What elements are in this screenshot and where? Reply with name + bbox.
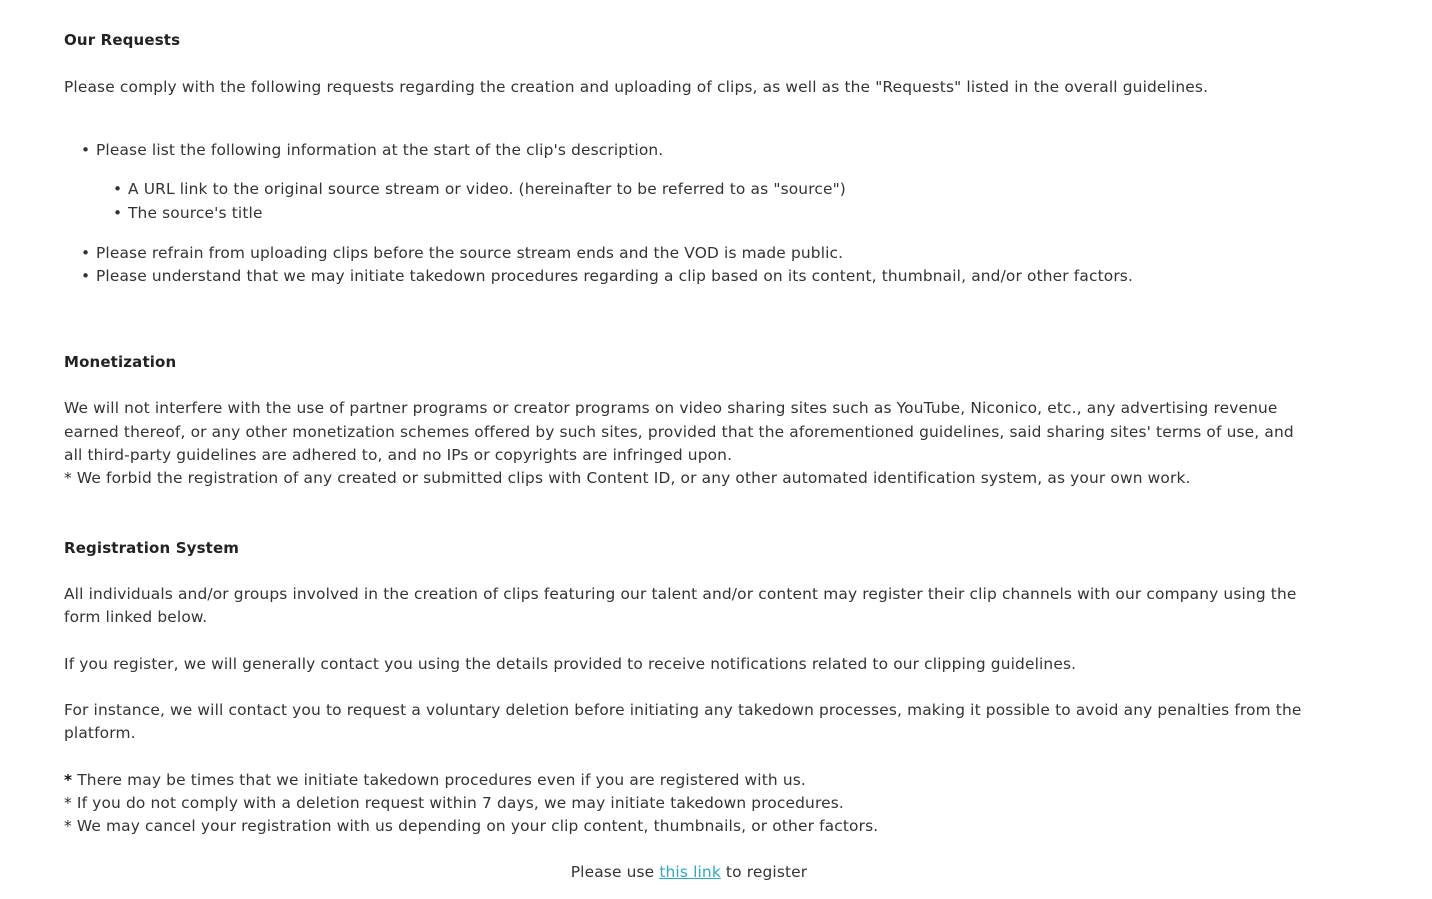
registration-text-line: form linked below.	[64, 608, 208, 626]
register-cta	[64, 861, 1314, 884]
monetization-text-line: all third-party guidelines are adhered to, and no IPs or copyrights are infringed upon.	[64, 446, 733, 464]
registration-note	[64, 769, 806, 792]
registration-text-line: For instance, we will contact you to request a voluntary deletion before initiating any takedown processes, making it possible to avoid any penalties from the	[64, 701, 1302, 719]
list-item: • Please understand that we may initiate takedown procedures regarding a clip based on its content, thumbnail, and/or other factors.	[96, 265, 1133, 288]
list-item: • Please list the following information at the start of the clip's description.	[96, 139, 663, 162]
registration-note: * If you do not comply with a deletion request within 7 days, we may initiate takedown procedures.	[64, 794, 844, 812]
section-heading-monetization: Monetization	[64, 353, 177, 371]
registration-text-line: All individuals and/or groups involved in the creation of clips featuring our talent and/or content may register their clip channels with our company using the	[64, 585, 1297, 603]
registration-note: * We may cancel your registration with us depending on your clip content, thumbnails, or other factors.	[64, 817, 879, 835]
cta-text: Please use	[570, 863, 660, 881]
list-item: • Please refrain from uploading clips before the source stream ends and the VOD is made public.	[96, 242, 843, 265]
list-item: • A URL link to the original source stream or video. (hereinafter to be referred to as "source")	[128, 178, 846, 201]
monetization-text-line: earned thereof, or any other monetization schemes offered by such sites, provided that the aforementioned guidelines, said sharing sites' terms of use, and	[64, 423, 1294, 441]
monetization-text-line: We will not interfere with the use of partner programs or creator programs on video sharing sites such as YouTube, Niconico, etc., any advertising revenue	[64, 399, 1278, 417]
section-heading-registration: Registration System	[64, 539, 240, 557]
list-item: • The source's title	[128, 202, 263, 225]
registration-text-line: If you register, we will generally contact you using the details provided to receive notifications related to our clipping guidelines.	[64, 655, 1077, 673]
requests-intro: Please comply with the following requests regarding the creation and uploading of clips, as well as the "Requests" listed in the overall guidelines.	[64, 78, 1209, 96]
registration-text-line: platform.	[64, 724, 136, 742]
monetization-note: * We forbid the registration of any created or submitted clips with Content ID, or any other automated identification system, as your own work.	[64, 469, 1191, 487]
section-heading-requests: Our Requests	[64, 31, 181, 49]
cta-text: to register	[720, 863, 808, 881]
note-text: There may be times that we initiate takedown procedures even if you are registered with us.	[72, 771, 806, 789]
note-star: *	[64, 771, 73, 789]
register-link[interactable]: this link	[659, 863, 721, 881]
